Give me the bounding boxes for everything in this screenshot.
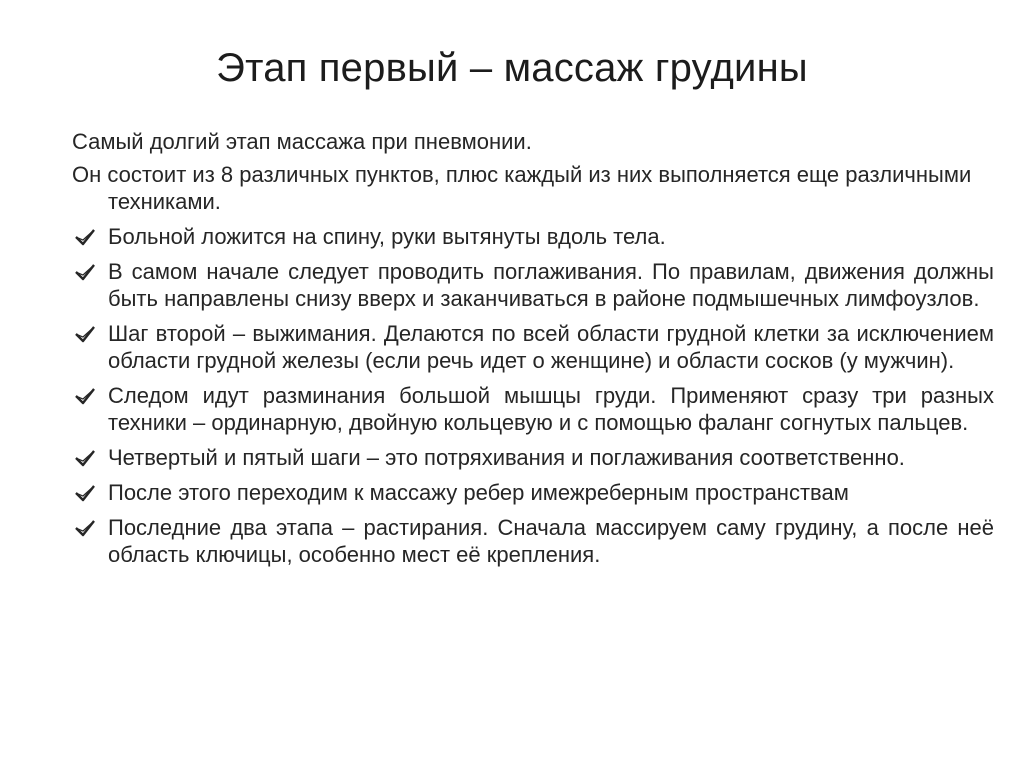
arrow-check-bullet-icon xyxy=(74,258,98,285)
list-item xyxy=(72,479,994,506)
slide-body xyxy=(72,128,994,576)
list-item xyxy=(72,258,994,312)
bullet-text: После этого переходим к массажу ребер имежреберным пространствам xyxy=(108,480,849,505)
bullet-text: В самом начале следует проводить поглаживания. По правилам, движения должны быть направлены снизу вверх и заканчиваться в районе подмышечных лимфоузлов. xyxy=(108,259,994,311)
arrow-check-bullet-icon xyxy=(74,514,98,541)
arrow-check-bullet-icon xyxy=(74,444,98,471)
bullet-text: Больной ложится на спину, руки вытянуты вдоль тела. xyxy=(108,224,666,249)
intro-line-2: Он состоит из 8 различных пунктов, плюс каждый из них выполняется еще различными техниками. xyxy=(72,162,972,214)
arrow-check-bullet-icon xyxy=(74,479,98,506)
bullet-text: Следом идут разминания большой мышцы груди. Применяют сразу три разных техники – ординарную, двойную кольцевую и с помощью фаланг согнутых пальцев. xyxy=(108,383,994,435)
slide-title: Этап первый – массаж грудины xyxy=(216,46,808,90)
bullet-text: Последние два этапа – растирания. Сначала массируем саму грудину, а после неё область ключицы, особенно мест её крепления. xyxy=(108,515,994,567)
arrow-check-bullet-icon xyxy=(74,320,98,347)
list-item xyxy=(72,320,994,374)
bullet-text: Четвертый и пятый шаги – это потряхивания и поглаживания соответственно. xyxy=(108,445,905,470)
list-item xyxy=(72,223,994,250)
arrow-check-bullet-icon xyxy=(74,223,98,250)
list-item xyxy=(72,382,994,436)
list-item xyxy=(72,514,994,568)
bullet-list xyxy=(72,223,994,568)
intro-line-1: Самый долгий этап массажа при пневмонии. xyxy=(72,129,532,154)
list-item xyxy=(72,444,994,471)
bullet-text: Шаг второй – выжимания. Делаются по всей области грудной клетки за исключением области грудной железы (если речь идет о женщине) и области сосков (у мужчин). xyxy=(108,321,994,373)
arrow-check-bullet-icon xyxy=(74,382,98,409)
